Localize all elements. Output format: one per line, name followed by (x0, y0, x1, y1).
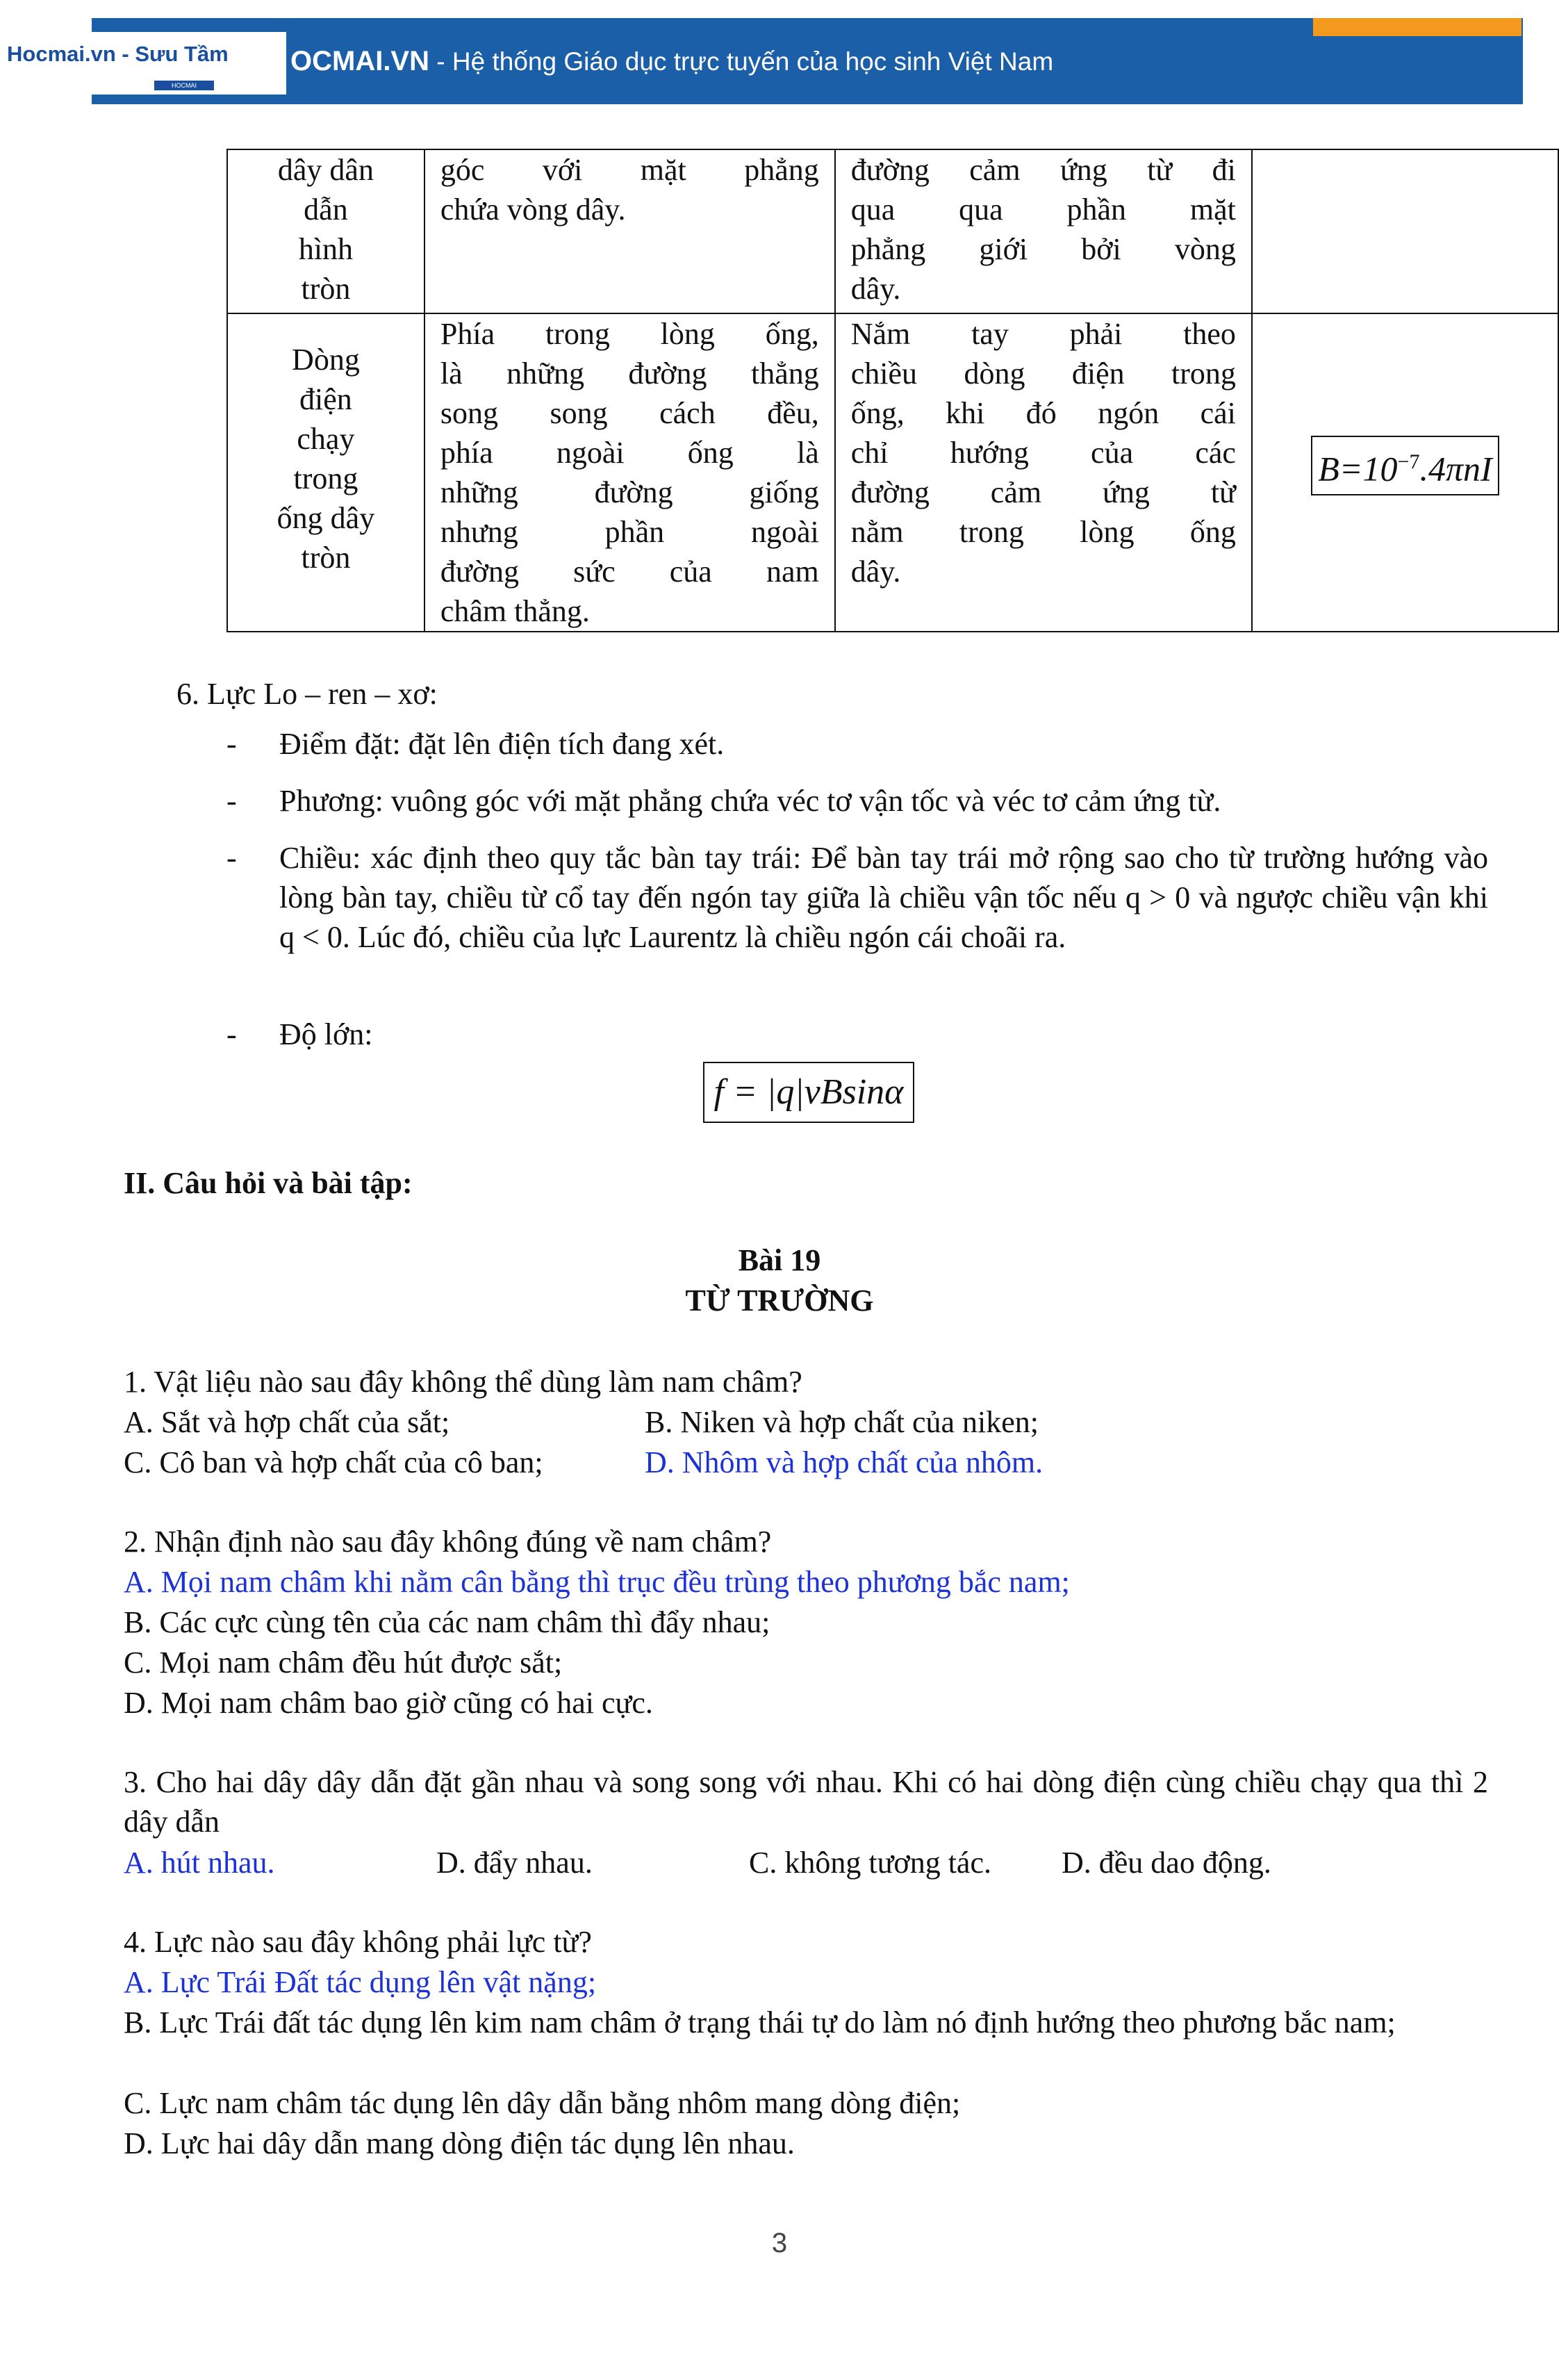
answer-option: B. Lực Trái đất tác dụng lên kim nam châm ở trạng thái tự do làm nó định hướng theo phương bắc nam; (124, 2005, 1396, 2040)
answer-option: C. Mọi nam châm đều hút được sắt; (124, 1646, 563, 1680)
list-item: Độ lớn: (279, 1017, 373, 1051)
correct-answer: A. hút nhau. (124, 1846, 275, 1880)
answer-option: D. đẩy nhau. (436, 1846, 593, 1880)
correct-answer: D. Nhôm và hợp chất của nhôm. (645, 1445, 1044, 1479)
question-text: 2. Nhận định nào sau đây không đúng về nam châm? (124, 1525, 772, 1559)
table-cell-direction: đường cảm ứng từ đi qua qua phần mặt phẳng giới bởi vòng dây. (835, 149, 1252, 313)
header-tagline: - Hệ thống Giáo dục trực tuyến của học sinh Việt Nam (429, 47, 1054, 76)
answer-option: C. Lực nam châm tác dụng lên dây dẫn bằng nhôm mang dòng điện; (124, 2086, 961, 2120)
table-row (227, 313, 1558, 632)
answer-option: C. không tương tác. (749, 1846, 991, 1880)
table-cell-type: Dòng điện chạy trong ống dây tròn (227, 313, 424, 632)
table-cell-formula (1252, 313, 1558, 632)
header-title (290, 46, 1053, 77)
section-2-title: II. Câu hỏi và bài tập: (124, 1166, 413, 1200)
answer-option: C. Cô ban và hợp chất của cô ban; (124, 1445, 543, 1479)
brand-name: OCMAI.VN (290, 46, 429, 76)
header-corner-cut (1320, 36, 1383, 104)
page-number: 3 (771, 2228, 788, 2258)
source-credit: Hocmai.vn - Sưu Tầm (7, 42, 229, 66)
table-cell-formula (1252, 149, 1558, 313)
list-dash: - (226, 727, 237, 761)
table-cell-shape: Phía trong lòng ống, là những đường thẳng song song cách đều, phía ngoài ống là những đường giống nhưng phần ngoài đường sức của nam châm thẳng. (424, 313, 835, 632)
correct-answer: A. Mọi nam châm khi nằm cân bằng thì trục đều trùng theo phương bắc nam; (124, 1565, 1070, 1599)
section-6-title: 6. Lực Lo – ren – xơ: (176, 677, 438, 711)
answer-option: B. Các cực cùng tên của các nam châm thì đẩy nhau; (124, 1605, 770, 1639)
table-cell-direction: Nắm tay phải theo chiều dòng điện trong ống, khi đó ngón cái chỉ hướng của các đường cảm ứng từ nằm trong lòng ống dây. (835, 313, 1252, 632)
list-item: Chiều: xác định theo quy tắc bàn tay trái: Để bàn tay trái mở rộng sao cho từ trường hướng vào lòng bàn tay, chiều từ cổ tay đến ngón tay giữa là chiều vận tốc nếu q > 0 và ngược chiều vận khi q < 0. Lúc đó, chiều của lực Laurentz là chiều ngón cái choãi ra. (279, 841, 1488, 954)
header-accent-stripe (1313, 18, 1521, 36)
list-item: Điểm đặt: đặt lên điện tích đang xét. (279, 727, 725, 761)
hocmai-logo-icon: HOCMAI (154, 81, 214, 90)
lorentz-formula: f = |q|vBsinα (703, 1062, 914, 1123)
correct-answer: A. Lực Trái Đất tác dụng lên vật nặng; (124, 1965, 597, 1999)
answer-option: B. Niken và hợp chất của niken; (645, 1405, 1039, 1439)
answer-option: D. Mọi nam châm bao giờ cũng có hai cực. (124, 1686, 653, 1720)
list-dash: - (226, 784, 237, 818)
answer-option: A. Sắt và hợp chất của sắt; (124, 1405, 450, 1439)
table-cell-shape: góc với mặt phẳng chứa vòng dây. (424, 149, 835, 313)
magnetic-field-table (226, 149, 1559, 632)
list-item: Phương: vuông góc với mặt phẳng chứa véc tơ vận tốc và véc tơ cảm ứng từ. (279, 784, 1221, 818)
answer-option: D. Lực hai dây dẫn mang dòng điện tác dụng lên nhau. (124, 2126, 795, 2160)
table-row (227, 149, 1558, 313)
lesson-subtitle: TỪ TRƯỜNG (685, 1283, 874, 1318)
list-dash: - (226, 841, 237, 875)
question-text: 3. Cho hai dây dây dẫn đặt gần nhau và song song với nhau. Khi có hai dòng điện cùng chiều chạy qua thì 2 dây dẫn (124, 1765, 1488, 1839)
question-text: 4. Lực nào sau đây không phải lực từ? (124, 1925, 592, 1959)
question-text: 1. Vật liệu nào sau đây không thể dùng làm nam châm? (124, 1365, 802, 1399)
table-cell-type: dây dân dẫn hình tròn (227, 149, 424, 313)
lesson-title: Bài 19 (738, 1243, 821, 1277)
solenoid-formula: $B=10^{-7}.4\pi nI$ (1311, 436, 1499, 495)
list-dash: - (226, 1017, 237, 1051)
answer-option: D. đều dao động. (1062, 1846, 1271, 1880)
